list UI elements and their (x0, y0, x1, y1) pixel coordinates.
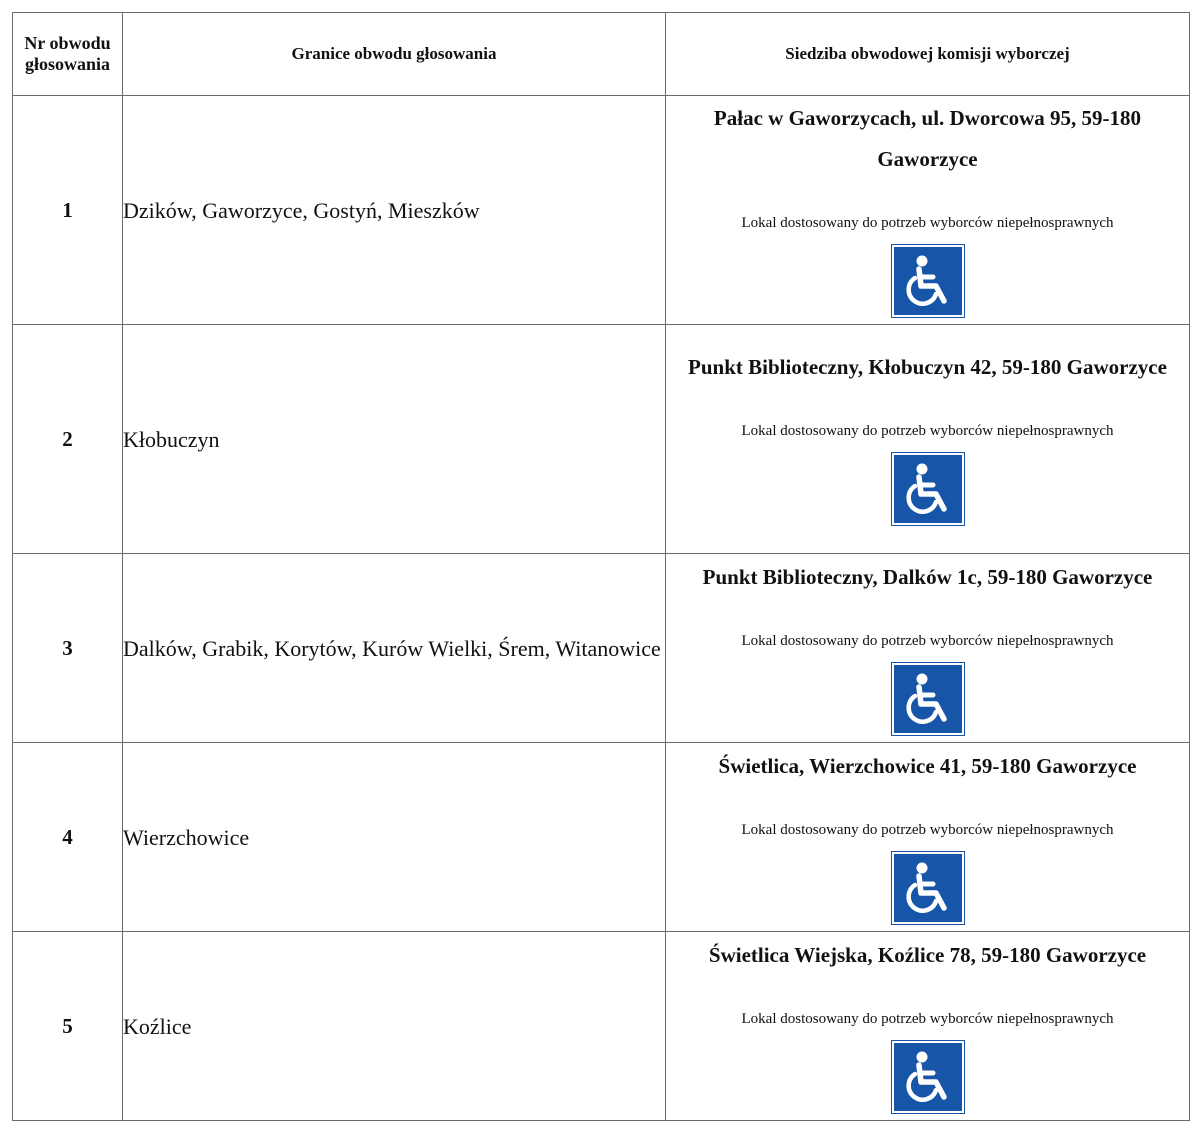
table-row (13, 554, 1190, 743)
district-bounds: Dalków, Grabik, Korytów, Kurów Wielki, Śrem, Witanowice (123, 554, 666, 743)
commission-seat (666, 96, 1190, 325)
district-number: 1 (13, 96, 123, 325)
accessibility-note: Lokal dostosowany do potrzeb wyborców niepełnosprawnych (741, 822, 1114, 838)
district-bounds: Wierzchowice (123, 743, 666, 932)
district-bounds: Kłobuczyn (123, 325, 666, 554)
commission-seat (666, 743, 1190, 932)
wheelchair-icon (892, 663, 964, 735)
district-bounds: Koźlice (123, 932, 666, 1121)
seat-address: Świetlica Wiejska, Koźlice 78, 59-180 Gaworzyce (708, 943, 1147, 967)
district-bounds: Dzików, Gaworzyce, Gostyń, Mieszków (123, 96, 666, 325)
district-number: 3 (13, 554, 123, 743)
table-row (13, 743, 1190, 932)
wheelchair-icon (892, 245, 964, 317)
header-commission-seat: Siedziba obwodowej komisji wyborczej (666, 13, 1190, 96)
district-number: 2 (13, 325, 123, 554)
accessibility-note: Lokal dostosowany do potrzeb wyborców niepełnosprawnych (741, 214, 1114, 231)
seat-address: Pałac w Gaworzycach, ul. Dworcowa 95, 59-180 Gaworzyce (713, 105, 1142, 171)
voting-districts-table (12, 12, 1190, 1121)
wheelchair-icon (892, 453, 964, 525)
seat-address: Punkt Biblioteczny, Dalków 1c, 59-180 Gaworzyce (702, 565, 1153, 589)
commission-seat (666, 932, 1190, 1121)
header-district-number: Nr obwodu głosowania (13, 13, 123, 96)
header-district-bounds: Granice obwodu głosowania (123, 13, 666, 96)
accessibility-note: Lokal dostosowany do potrzeb wyborców niepełnosprawnych (741, 633, 1114, 649)
table-header-row (13, 13, 1190, 96)
table-row (13, 96, 1190, 325)
table-row (13, 325, 1190, 554)
district-number: 4 (13, 743, 123, 932)
commission-seat (666, 325, 1190, 554)
seat-address: Świetlica, Wierzchowice 41, 59-180 Gaworzyce (718, 754, 1137, 778)
commission-seat (666, 554, 1190, 743)
district-number: 5 (13, 932, 123, 1121)
accessibility-note: Lokal dostosowany do potrzeb wyborców niepełnosprawnych (741, 423, 1114, 439)
wheelchair-icon (892, 852, 964, 924)
wheelchair-icon (892, 1041, 964, 1113)
table-row (13, 932, 1190, 1121)
seat-address: Punkt Biblioteczny, Kłobuczyn 42, 59-180 Gaworzyce (688, 355, 1167, 379)
accessibility-note: Lokal dostosowany do potrzeb wyborców niepełnosprawnych (741, 1011, 1114, 1027)
